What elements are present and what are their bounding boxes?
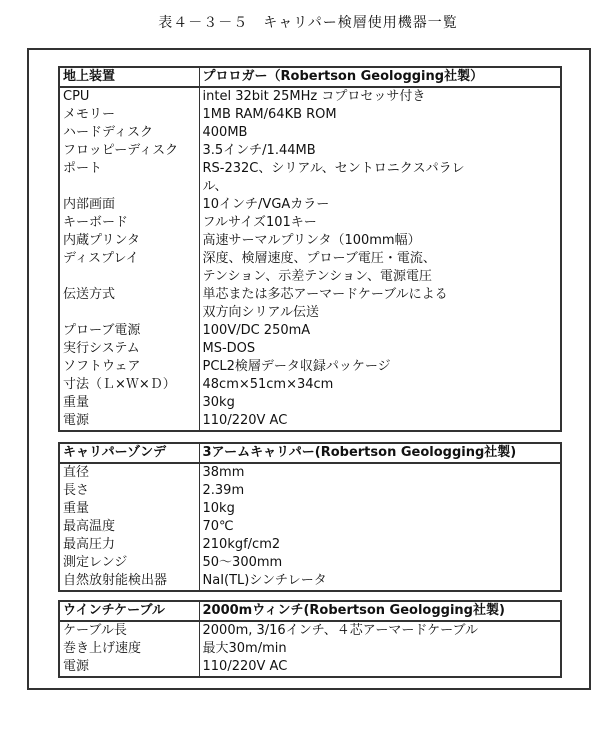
spec-label: 電源 — [63, 659, 90, 674]
winch-cable-table — [58, 600, 562, 678]
spec-label: 最高圧力 — [63, 537, 116, 552]
spec-label: 測定レンジ — [63, 555, 128, 570]
spec-label: ハードディスク — [63, 125, 153, 140]
spec-row — [59, 482, 561, 500]
spec-row — [59, 536, 561, 554]
spec-row — [59, 178, 561, 196]
spec-row — [59, 232, 561, 250]
spec-label: 巻き上げ速度 — [63, 641, 142, 656]
winch-header-row — [59, 601, 561, 621]
spec-label: プローブ電源 — [63, 323, 141, 338]
spec-label: 重量 — [63, 501, 90, 516]
spec-row — [59, 250, 561, 268]
spec-value: 双方向シリアル伝送 — [199, 304, 561, 322]
spec-label: 寸法（Ｌ×Ｗ×Ｄ） — [63, 377, 176, 392]
spec-row — [59, 658, 561, 677]
spec-value: 30kg — [199, 394, 561, 412]
spec-label: 内部画面 — [63, 197, 116, 212]
spec-row — [59, 376, 561, 394]
spec-label: 実行システム — [63, 341, 140, 356]
spec-value: PCL2検層データ収録パッケージ — [199, 358, 561, 376]
spec-label: 重量 — [63, 395, 90, 410]
spec-value: 100V/DC 250mA — [199, 322, 561, 340]
spec-value: 1MB RAM/64KB ROM — [199, 106, 561, 124]
spec-row — [59, 322, 561, 340]
spec-row — [59, 572, 561, 591]
spec-label: メモリー — [63, 107, 116, 122]
spec-label: ディスプレイ — [63, 251, 139, 266]
spec-value: 110/220V AC — [199, 658, 561, 677]
spec-row — [59, 412, 561, 431]
spec-row — [59, 286, 561, 304]
spec-row — [59, 340, 561, 358]
spec-row — [59, 394, 561, 412]
spec-row — [59, 160, 561, 178]
spec-label: 最高温度 — [63, 519, 116, 534]
spec-row — [59, 214, 561, 232]
spec-value: intel 32bit 25MHz コプロセッサ付き — [199, 87, 561, 106]
spec-value: 最大30m/min — [199, 640, 561, 658]
section-label: キャリパーゾンデ — [59, 443, 199, 463]
spec-row — [59, 142, 561, 160]
spec-value: 70℃ — [199, 518, 561, 536]
spec-row — [59, 518, 561, 536]
caliper-header-row — [59, 443, 561, 463]
spec-label: ケーブル長 — [63, 623, 127, 638]
spec-row — [59, 500, 561, 518]
section-product: プロロガー（Robertson Geologging社製） — [199, 67, 561, 87]
caliper-sonde-table — [58, 442, 562, 592]
spec-row — [59, 87, 561, 106]
spec-row — [59, 358, 561, 376]
spec-value: RS-232C、シリアル、セントロニクスパラレ — [199, 160, 561, 178]
spec-value: 10kg — [199, 500, 561, 518]
spec-label: ポート — [63, 161, 103, 176]
spec-row — [59, 106, 561, 124]
spec-value: 2.39m — [199, 482, 561, 500]
spec-value: 高速サーマルプリンタ（100mm幅） — [199, 232, 561, 250]
section-product: 3アームキャリパー(Robertson Geologging社製) — [199, 443, 561, 463]
spec-value: 38mm — [199, 463, 561, 482]
spec-label — [59, 268, 199, 286]
spec-label: 内蔵プリンタ — [63, 233, 140, 248]
spec-row — [59, 304, 561, 322]
spec-value: 110/220V AC — [199, 412, 561, 431]
spec-value: 50～300mm — [199, 554, 561, 572]
spec-label: 伝送方式 — [63, 287, 116, 302]
spec-row — [59, 554, 561, 572]
spec-label — [59, 178, 199, 196]
spec-row — [59, 196, 561, 214]
spec-label: CPU — [63, 89, 90, 104]
surface-equipment-table — [58, 66, 562, 432]
spec-label: キーボード — [63, 215, 129, 230]
spec-label — [59, 304, 199, 322]
section-product: 2000mウィンチ(Robertson Geologging社製) — [199, 601, 561, 621]
spec-row — [59, 268, 561, 286]
spec-row — [59, 640, 561, 658]
spec-value: テンション、示差テンション、電源電圧 — [199, 268, 561, 286]
section-label: 地上装置 — [59, 67, 199, 87]
spec-row — [59, 463, 561, 482]
spec-value: 深度、検層速度、プローブ電圧・電流、 — [199, 250, 561, 268]
spec-value: 10インチ/VGAカラー — [199, 196, 561, 214]
spec-value: 単芯または多芯アーマードケーブルによる — [199, 286, 561, 304]
spec-row — [59, 124, 561, 142]
spec-value: 400MB — [199, 124, 561, 142]
spec-row — [59, 621, 561, 640]
spec-value: 48cm×51cm×34cm — [199, 376, 561, 394]
spec-label: 電源 — [63, 413, 90, 428]
surface-header-row — [59, 67, 561, 87]
spec-value: ル、 — [199, 178, 561, 196]
spec-label: 自然放射能検出器 — [63, 573, 168, 588]
spec-value: フルサイズ101キー — [199, 214, 561, 232]
spec-label: ソフトウェア — [63, 359, 141, 374]
document-title: 表４－３－５ キャリパー検層使用機器一覧 — [158, 15, 458, 31]
spec-label: 長さ — [63, 483, 90, 498]
spec-value: MS-DOS — [199, 340, 561, 358]
spec-value: NaI(TL)シンチレータ — [199, 572, 561, 591]
spec-label: フロッピーディスク — [63, 143, 179, 158]
spec-value: 3.5インチ/1.44MB — [199, 142, 561, 160]
spec-label: 直径 — [63, 465, 90, 480]
spec-value: 210kgf/cm2 — [199, 536, 561, 554]
spec-value: 2000m, 3/16インチ、４芯アーマードケーブル — [199, 621, 561, 640]
section-label: ウインチケーブル — [59, 601, 199, 621]
